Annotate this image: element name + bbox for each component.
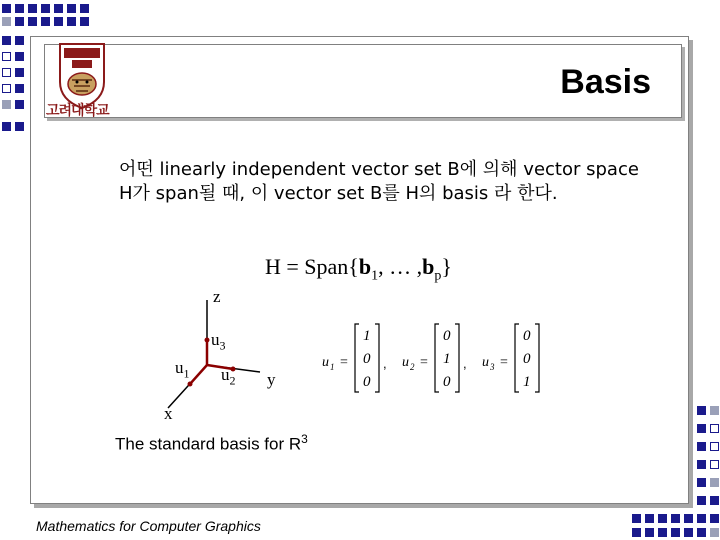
u3-label (211, 330, 226, 353)
definition-text (119, 158, 679, 206)
equals-sign: = (420, 355, 428, 370)
definition-line-2: H가 span될 때, 이 vector set B를 H의 basis 라 한다. (119, 183, 558, 204)
matrix-entry: 1 (523, 374, 531, 390)
matrix-entry: 1 (363, 328, 371, 344)
z-axis-label: z (213, 287, 221, 306)
vector-subscript: 1 (330, 362, 335, 372)
matrix-entry: 0 (443, 374, 451, 390)
vector-u2 (402, 324, 467, 392)
vector-u3 (482, 324, 539, 392)
matrix-entry: 0 (363, 351, 371, 367)
matrix-entry: 1 (443, 351, 451, 367)
u2-label-sub: 2 (229, 373, 236, 388)
definition-line-1: 어떤 linearly independent vector set B에 의해 vector space (119, 159, 639, 180)
formula-ellipsis: , … , (378, 254, 423, 279)
equals-sign: = (340, 355, 348, 370)
vector-name: u (322, 355, 329, 370)
basis-vectors-svg (318, 322, 558, 396)
formula-suffix: } (441, 254, 452, 279)
caption-superscript: 3 (301, 432, 308, 446)
formula-sub-p: p (434, 268, 442, 284)
span-formula (265, 254, 452, 284)
formula-prefix: H = Span{ (265, 254, 359, 279)
u2-label (221, 365, 236, 388)
x-axis-label: x (164, 404, 173, 423)
university-name: 고려대학교 (46, 103, 109, 119)
u3-tip (205, 338, 210, 343)
title-box (44, 44, 682, 118)
vector-name: u (482, 355, 489, 370)
matrix-entry: 0 (523, 351, 531, 367)
formula-sub-1: 1 (371, 268, 379, 284)
vector-name: u (402, 355, 409, 370)
y-axis-label: y (267, 370, 276, 389)
formula-b1: b (358, 254, 372, 279)
caption-text: The standard basis for R (115, 434, 302, 454)
u1-arrow (190, 365, 207, 384)
vector-subscript: 2 (410, 362, 415, 372)
u1-label-sub: 1 (183, 366, 190, 381)
formula-bp: b (422, 254, 435, 279)
vector-u1 (322, 324, 387, 392)
u2-label-base: u (221, 365, 230, 384)
u3-label-base: u (211, 330, 220, 349)
vector-separator: , (383, 356, 387, 371)
u1-tip (188, 382, 193, 387)
matrix-entry: 0 (443, 328, 451, 344)
vector-separator: , (463, 356, 467, 371)
matrix-entry: 0 (363, 374, 371, 390)
u1-label (175, 358, 190, 381)
matrix-entry: 0 (523, 328, 531, 344)
axes-diagram (150, 290, 310, 430)
vector-subscript: 3 (490, 362, 495, 372)
basis-vectors (318, 322, 558, 396)
standard-basis-caption (115, 432, 308, 455)
equals-sign: = (500, 355, 508, 370)
u1-label-base: u (175, 358, 184, 377)
footer-course-title: Mathematics for Computer Graphics (36, 518, 261, 534)
slide-title: Basis (560, 63, 651, 101)
u3-label-sub: 3 (219, 338, 226, 353)
